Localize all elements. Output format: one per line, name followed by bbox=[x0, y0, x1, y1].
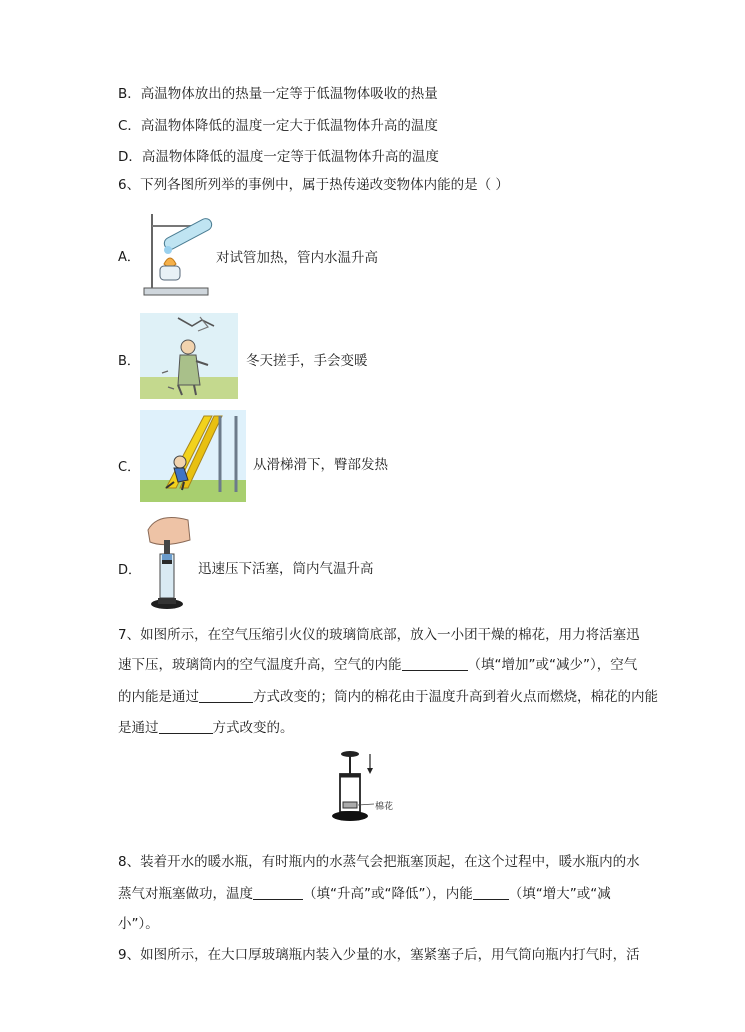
rubbing-hands-icon bbox=[140, 313, 238, 399]
question-7-line-4 bbox=[118, 713, 294, 743]
choice-c-caption: 从滑梯滑下，臀部发热 bbox=[253, 457, 388, 473]
choice-a-caption: 对试管加热，管内水温升高 bbox=[216, 250, 378, 266]
piston-cylinder-icon bbox=[140, 512, 192, 612]
question-9-line-1: 9、如图所示，在大口厚玻璃瓶内装入少量的水，塞紧塞子后，用气筒向瓶内打气时，活 bbox=[118, 947, 640, 963]
question-8-text: （填“升高”或“降低”），内能 bbox=[303, 886, 473, 902]
question-7-line-3 bbox=[118, 682, 658, 712]
question-8-line-1: 8、装着开水的暖水瓶，有时瓶内的水蒸气会把瓶塞顶起，在这个过程中，暖水瓶内的水 bbox=[118, 854, 640, 870]
question-8-text: （填“增大”或“减 bbox=[508, 886, 611, 902]
compression-igniter-figure bbox=[318, 746, 398, 826]
answer-blank[interactable] bbox=[402, 656, 468, 671]
question-6-stem: 6、下列各图所列举的事例中，属于热传递改变物体内能的是（ ） bbox=[118, 177, 509, 193]
answer-blank[interactable] bbox=[159, 719, 213, 734]
option-c-q5: C．高温物体降低的温度一定大于低温物体升高的温度 bbox=[118, 118, 438, 134]
choice-b-letter: B． bbox=[118, 354, 140, 369]
cotton-label: 棉花 bbox=[375, 802, 394, 812]
question-7-text: 方式改变的；筒内的棉花由于温度升高到着火点而燃烧，棉花的内能 bbox=[253, 689, 658, 705]
question-7-line-1: 7、如图所示，在空气压缩引火仪的玻璃筒底部，放入一小团干燥的棉花，用力将活塞迅 bbox=[118, 627, 640, 643]
test-tube-heating-icon bbox=[140, 206, 218, 298]
answer-blank[interactable] bbox=[253, 885, 303, 900]
answer-blank[interactable] bbox=[199, 688, 253, 703]
option-d-q5: D．高温物体降低的温度一定等于低温物体升高的温度 bbox=[118, 149, 439, 165]
choice-b-caption: 冬天搓手，手会变暖 bbox=[246, 353, 368, 369]
question-8-text: 蒸气对瓶塞做功，温度 bbox=[118, 886, 253, 902]
question-7-text: （填“增加”或“减少”），空气 bbox=[467, 657, 638, 673]
question-8-line-3: 小”）。 bbox=[118, 916, 159, 932]
question-7-text: 的内能是通过 bbox=[118, 689, 199, 705]
question-8-line-2 bbox=[118, 879, 611, 909]
choice-c-letter: C． bbox=[118, 460, 141, 475]
choice-d-letter: D． bbox=[118, 563, 142, 578]
choice-d-caption: 迅速压下活塞，筒内气温升高 bbox=[198, 561, 374, 577]
question-7-text: 速下压，玻璃筒内的空气温度升高，空气的内能 bbox=[118, 657, 402, 673]
question-7-text: 方式改变的。 bbox=[212, 720, 294, 736]
option-b-q5: B．高温物体放出的热量一定等于低温物体吸收的热量 bbox=[118, 86, 438, 102]
question-7-line-2 bbox=[118, 650, 637, 680]
question-7-text: 是通过 bbox=[118, 720, 159, 736]
slide-icon bbox=[140, 410, 246, 502]
answer-blank[interactable] bbox=[473, 885, 509, 900]
choice-a-letter: A． bbox=[118, 250, 140, 265]
